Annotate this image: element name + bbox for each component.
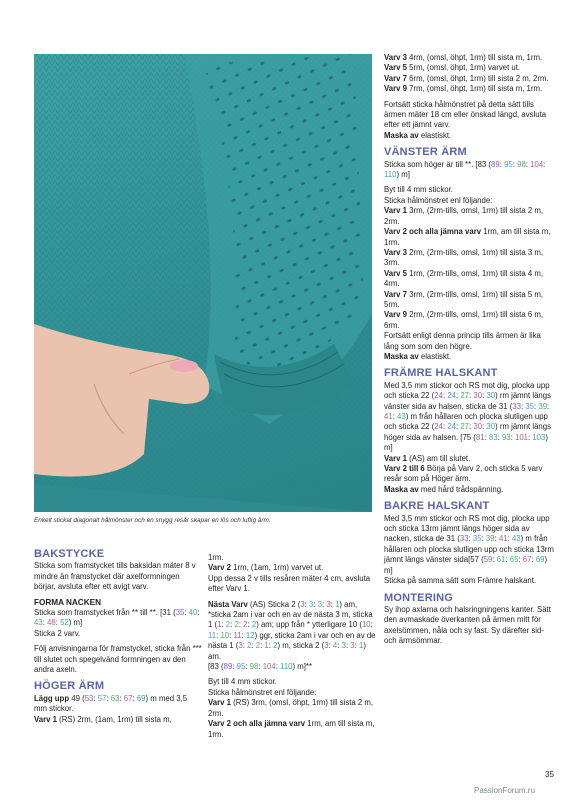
paragraph xyxy=(384,53,554,95)
section-heading: VÄNSTER ÄRM xyxy=(384,146,467,159)
text-run: Med 3,5 mm stickor och RS mot dig, plocka upp och sticka 13rm jämnt längs höger sida av nacken, sticka de 31 ( xyxy=(384,513,550,544)
text-run: Sticka som höger är till **. [83 ( xyxy=(384,159,492,169)
size-number: 30 xyxy=(486,391,496,401)
size-number: 67 xyxy=(123,693,133,703)
size-number: 35 xyxy=(525,401,535,411)
text-run: : xyxy=(392,412,398,421)
text-run: 3rm, (2rm-tills, omsl, 1rm) till sista 2 m, 2rm. xyxy=(384,206,543,226)
text-run: ) m] xyxy=(384,432,548,453)
text-run: ) rm jämnt längs vänster sida av halsen, sticka de 31 ( xyxy=(384,391,551,411)
size-number: 2 xyxy=(234,620,239,630)
text-run: 1rm, (2rm-tills, omsl, 1rm) till sista 4 m, 4rm. xyxy=(384,268,543,289)
text-run: : xyxy=(330,599,336,609)
text-run: : xyxy=(42,618,48,628)
bold-term: Varv 9 xyxy=(384,310,407,320)
text-run: : xyxy=(132,693,137,703)
text-run: Sy ihop axlarna och halsringningens kanter. Sätt den avmaskade överkanten på ärmen mitt för axelsömmen, nåla och sy fast. Sy därefter sid- och ärmsömmar. xyxy=(384,604,551,646)
size-number: 2 xyxy=(273,641,278,651)
size-number: 2 xyxy=(251,620,257,630)
text-run: Fortsätt enligt denna princip tills ärmen är lika lång som som den högre. xyxy=(384,331,541,351)
text-run: (AS) am till slutet. xyxy=(406,453,471,463)
text-run: : xyxy=(119,693,124,703)
text-run: : xyxy=(258,662,263,672)
size-number: 39 xyxy=(485,534,495,544)
bold-term: Varv 1 xyxy=(384,453,407,463)
text-run: 3rm, (2rm-tills, omsl, 1rm) till sista 5 m, 5rm. xyxy=(384,289,543,309)
size-number: 2 xyxy=(243,620,248,630)
size-number: 10 xyxy=(361,620,371,630)
text-run: (RS) 2rm, (1am, 1rm) till sista m, xyxy=(56,714,172,724)
text-run: : xyxy=(469,391,474,401)
size-number: 2 xyxy=(247,641,252,651)
text-run: : xyxy=(247,620,252,630)
text-run: : xyxy=(55,618,61,628)
text-run: : xyxy=(482,422,487,432)
section-heading: BAKRE HALSKANT xyxy=(384,500,490,513)
text-run: (AS) Sticka 2 ( xyxy=(247,599,301,609)
size-number: 101 xyxy=(514,432,528,442)
size-number: 10 xyxy=(220,630,230,640)
text-run: : xyxy=(510,432,515,442)
text-run: : xyxy=(512,159,518,169)
text-run: : xyxy=(370,620,373,630)
bold-term: Varv 9 xyxy=(384,84,407,94)
size-number: 89 xyxy=(223,662,233,672)
text-run: : xyxy=(543,159,546,169)
size-number: 40 xyxy=(188,608,198,618)
bold-term: Varv 1 xyxy=(384,206,407,216)
text-run: Sticka hålmönstret enl följande: xyxy=(384,195,493,205)
text-run: Sticka på samma sätt som Främre halskant. xyxy=(384,576,537,586)
size-number: 57 xyxy=(97,693,107,703)
column-middle xyxy=(208,553,378,745)
size-number: 24 xyxy=(447,422,456,432)
bold-term: Lägg upp xyxy=(34,693,70,703)
text-run: Sticka som framstycket från ** till **. [31 ( xyxy=(34,608,176,618)
size-number: 110 xyxy=(280,662,293,672)
text-run: : xyxy=(534,401,539,411)
section-heading: FRÄMRE HALSKANT xyxy=(384,367,498,380)
size-number: 98 xyxy=(249,662,259,672)
paragraph xyxy=(208,677,378,739)
size-number: 67 xyxy=(522,555,532,565)
paragraph xyxy=(34,561,202,592)
text-run: 1rm, am till sista m, 1rm. xyxy=(384,227,551,247)
size-number: 41 xyxy=(498,534,508,544)
text-run: : xyxy=(216,630,221,640)
text-run: ) m]** xyxy=(292,662,312,672)
text-run: : xyxy=(275,662,281,672)
size-number: 104 xyxy=(530,159,544,169)
size-number: 1 xyxy=(358,641,364,651)
text-run: ) m från hållaren och plocka slutligen upp och sticka 13rm jämnt längs vänster sida[57 ( xyxy=(384,534,554,565)
text-run: : xyxy=(242,641,248,651)
size-number: 43 xyxy=(511,534,521,544)
sweater-sleeve-photo xyxy=(34,54,372,512)
text-run: : xyxy=(354,641,359,651)
text-run: : xyxy=(229,630,234,640)
text-run: ) ggr, sticka 2am i var och en av de nästa 1 ( xyxy=(208,630,376,651)
size-number: 43 xyxy=(397,412,406,421)
text-run: : xyxy=(469,422,474,432)
size-number: 83 xyxy=(488,432,498,442)
text-run: Sticka som framstycket tills baksidan mäter 8 v mindre än framstycket där axelformningen börjar, avsluta efter ett avigt varv. xyxy=(34,561,196,592)
column-right xyxy=(384,53,554,652)
bold-term: Varv 1 xyxy=(34,714,57,724)
section-heading: BAKSTYCKE xyxy=(34,548,105,560)
text-run: : xyxy=(528,432,533,442)
paragraph xyxy=(208,553,378,595)
size-number: 69 xyxy=(535,555,545,565)
text-run: elastiskt. xyxy=(418,351,452,361)
text-run: 49 ( xyxy=(69,693,85,703)
bold-term: Maska av xyxy=(384,351,419,361)
text-run: : xyxy=(531,555,536,565)
size-number: 30 xyxy=(473,422,483,432)
bold-term: Varv 3 xyxy=(384,53,407,62)
text-run: 4rm, (omsl, öhpt, 1rm) till sista m, 1rm. xyxy=(406,53,543,62)
text-run: : xyxy=(520,401,526,411)
size-number: 81 xyxy=(475,432,485,442)
bold-term: Varv 2 och alla jämna varv xyxy=(208,719,306,729)
text-run: 5rm, (omsl, öhpt, 1rm) varvet ut. xyxy=(406,63,521,73)
size-number: 89 xyxy=(491,159,500,169)
text-run: : xyxy=(442,422,448,432)
size-number: 95 xyxy=(236,662,246,672)
text-run: : xyxy=(260,641,265,651)
text-run: : xyxy=(221,620,226,630)
size-number: 61 xyxy=(496,555,506,565)
text-run: : xyxy=(481,534,486,544)
paragraph xyxy=(34,644,202,675)
text-run: 1rm, am till sista m, 1rm. xyxy=(208,719,375,739)
text-run: Med 3,5 mm stickor och RS mot dig, plocka upp och sticka 22 ( xyxy=(384,380,550,401)
text-run: : xyxy=(245,662,250,672)
text-run: : xyxy=(547,401,550,411)
size-number: 2 xyxy=(225,620,231,630)
text-run: : xyxy=(482,391,487,401)
text-run: Byt till 4 mm stickor. xyxy=(384,185,453,195)
size-number: 110 xyxy=(384,170,397,180)
size-number: 24 xyxy=(447,391,456,401)
size-number: 24 xyxy=(434,391,443,401)
section-heading: HÖGER ÄRM xyxy=(34,680,105,693)
size-number: 27 xyxy=(460,422,470,432)
size-number: 33 xyxy=(459,534,469,544)
paragraph xyxy=(384,160,554,181)
text-run: : xyxy=(184,608,189,618)
text-run: : xyxy=(497,432,502,442)
text-run: : xyxy=(313,599,318,609)
size-number: 3 xyxy=(324,641,329,651)
size-number: 30 xyxy=(473,391,483,401)
size-number: 11 xyxy=(233,630,242,640)
size-number: 52 xyxy=(60,618,69,628)
text-run: : xyxy=(518,555,523,565)
size-number: 104 xyxy=(262,662,276,672)
text-run: Sticka 2 varv. xyxy=(34,628,81,638)
text-run: [83 ( xyxy=(208,662,224,672)
text-run: : xyxy=(468,534,473,544)
text-run: : xyxy=(251,641,256,651)
size-number: 93 xyxy=(501,432,511,442)
photo-caption: Enkelt stickat diagonalt hålmönster och en snygg resår skapar en lös och luftig ärm. xyxy=(34,517,271,524)
size-number: 41 xyxy=(384,412,393,421)
size-number: 3 xyxy=(350,641,355,651)
size-number: 1 xyxy=(335,599,340,609)
text-run: : xyxy=(499,159,505,169)
text-run: Byt till 4 mm stickor. xyxy=(208,677,277,687)
text-run: : xyxy=(525,159,531,169)
paragraph xyxy=(384,381,554,495)
text-run: : xyxy=(304,599,310,609)
bold-term: Maska av xyxy=(384,130,419,140)
bold-term: Varv 5 xyxy=(384,63,407,73)
text-run: 1rm, (1am, 1rm) varvet ut. xyxy=(230,563,324,573)
bold-term: Varv 2 xyxy=(208,563,231,573)
bold-term: Varv 1 xyxy=(208,698,231,708)
text-run: elastiskt. xyxy=(418,130,452,140)
text-run: : xyxy=(492,555,497,565)
paragraph xyxy=(208,600,378,673)
paragraph xyxy=(384,514,554,587)
size-number: 11 xyxy=(208,630,217,640)
size-number: 24 xyxy=(434,422,443,432)
size-number: 59 xyxy=(483,555,493,565)
size-number: 69 xyxy=(136,693,146,703)
size-number: 35 xyxy=(175,608,185,618)
paragraph xyxy=(34,608,202,639)
bold-term: Varv 3 xyxy=(384,247,407,257)
bold-term: Varv 2 och alla jämna varv xyxy=(384,227,482,237)
text-run: ) am. xyxy=(208,641,366,661)
text-run: 7rm, (omsl, öhpt, 1rm) till sista m, 1rm. xyxy=(406,84,543,94)
size-number: 39 xyxy=(538,401,548,411)
size-number: 3 xyxy=(326,599,331,609)
sub-heading: FORMA NACKEN xyxy=(34,597,102,607)
paragraph xyxy=(384,100,554,142)
size-number: 35 xyxy=(472,534,482,544)
text-run: ) am, *sticka 2am i var och en av de nästa 3 m, sticka 1 ( xyxy=(208,599,373,630)
size-number: 3 xyxy=(238,641,243,651)
text-run: med hård trådspänning. xyxy=(418,484,504,494)
text-run: (RS) 3rm, (omsl, öhpt, 1rm) till sista 2 m, 2rm. xyxy=(208,698,374,718)
text-run: : xyxy=(442,391,448,401)
text-run: ) m från hållaren och plocka slutligen upp och sticka 22 ( xyxy=(384,412,548,432)
text-run: 2rm, (2rm-tills, omsl, 1rm) till sista 6 m, 6rm. xyxy=(384,310,543,330)
text-run: : xyxy=(232,662,237,672)
bold-term: Varv 7 xyxy=(384,73,407,83)
size-number: 12 xyxy=(245,630,255,640)
size-number: 98 xyxy=(517,159,526,169)
text-run: 6rm, (omsl, öhpt, 1rm) till sista 2 m, 2rm. xyxy=(406,73,549,83)
text-run: : xyxy=(93,693,98,703)
text-run: Upp dessa 2 v tills resåren mäter 4 cm, avsluta efter Varv 1. xyxy=(208,573,371,594)
size-number: 3 xyxy=(309,599,314,609)
size-number: 33 xyxy=(512,401,521,411)
text-run: ) m] xyxy=(384,555,548,575)
text-run: : xyxy=(322,599,327,609)
paragraph xyxy=(384,605,554,647)
text-run: Fortsätt sticka hålmönstret på detta sätt tills ärmen mäter 18 cm eller önskad längd, avsluta efter ett jämnt varv. xyxy=(384,99,547,130)
bold-term: Nästa Varv xyxy=(208,599,248,609)
text-run: : xyxy=(241,630,246,640)
bold-term: Varv 2 till 6 xyxy=(384,464,425,474)
size-number: 4 xyxy=(332,641,338,651)
text-run: ) rm jämnt längs höger sida av halsen. [75 ( xyxy=(384,422,551,442)
text-run: : xyxy=(505,555,510,565)
text-run: : xyxy=(494,534,499,544)
size-number: 3 xyxy=(300,599,305,609)
size-number: 48 xyxy=(47,618,56,628)
photo-illustration xyxy=(34,54,372,512)
text-run: : xyxy=(507,534,512,544)
size-number: 65 xyxy=(509,555,519,565)
text-run: 2rm, (2rm-tills, omsl, 1rm) till sista 3 m, 3rm. xyxy=(384,247,543,268)
text-run: Börja på Varv 2, och sticka 5 varv resår som på Höger ärm. xyxy=(384,464,543,484)
text-run: : xyxy=(456,391,461,401)
size-number: 2 xyxy=(255,641,261,651)
size-number: 53 xyxy=(84,693,94,703)
paragraph xyxy=(34,694,202,725)
bold-term: Maska av xyxy=(384,484,419,494)
bold-term: Varv 7 xyxy=(384,289,407,299)
text-run: : xyxy=(238,620,244,630)
watermark: PassionForum.ru xyxy=(474,786,535,795)
text-run: : xyxy=(345,641,351,651)
text-run: : xyxy=(230,620,235,630)
text-run: : xyxy=(197,608,200,618)
paragraph xyxy=(384,185,554,362)
text-run: ) m, sticka 2 ( xyxy=(277,641,325,651)
size-number: 103 xyxy=(532,432,546,442)
size-number: 95 xyxy=(504,159,513,169)
text-run: ) m] xyxy=(68,618,83,628)
size-number: 3 xyxy=(341,641,346,651)
text-run: Följ anvisningarna för framstycket, sticka från *** till slutet och spegelvänd formningen av den andra axeln. xyxy=(34,644,202,675)
section-heading: MONTERING xyxy=(384,591,454,604)
size-number: 43 xyxy=(34,618,43,628)
size-number: 1 xyxy=(217,620,222,630)
text-run: : xyxy=(484,432,489,442)
size-number: 27 xyxy=(460,391,470,401)
size-number: 1 xyxy=(264,641,269,651)
size-number: 3 xyxy=(317,599,323,609)
text-run: ) am; upp från * ytterligare 10 ( xyxy=(256,620,362,630)
text-run: Sticka hålmönstret enl följande: xyxy=(208,687,317,697)
page-number: 35 xyxy=(545,770,554,779)
text-run: : xyxy=(456,422,461,432)
text-run: : xyxy=(106,693,111,703)
text-run: : xyxy=(268,641,274,651)
text-run: : xyxy=(328,641,333,651)
size-number: 30 xyxy=(486,422,496,432)
column-left xyxy=(34,543,202,730)
text-run: ) m med 3,5 mm stickor. xyxy=(34,693,188,714)
text-run: 1rm. xyxy=(208,553,224,562)
text-run: ) m] xyxy=(396,170,410,180)
text-run: : xyxy=(337,641,342,651)
bold-term: Varv 5 xyxy=(384,268,407,278)
size-number: 63 xyxy=(110,693,120,703)
